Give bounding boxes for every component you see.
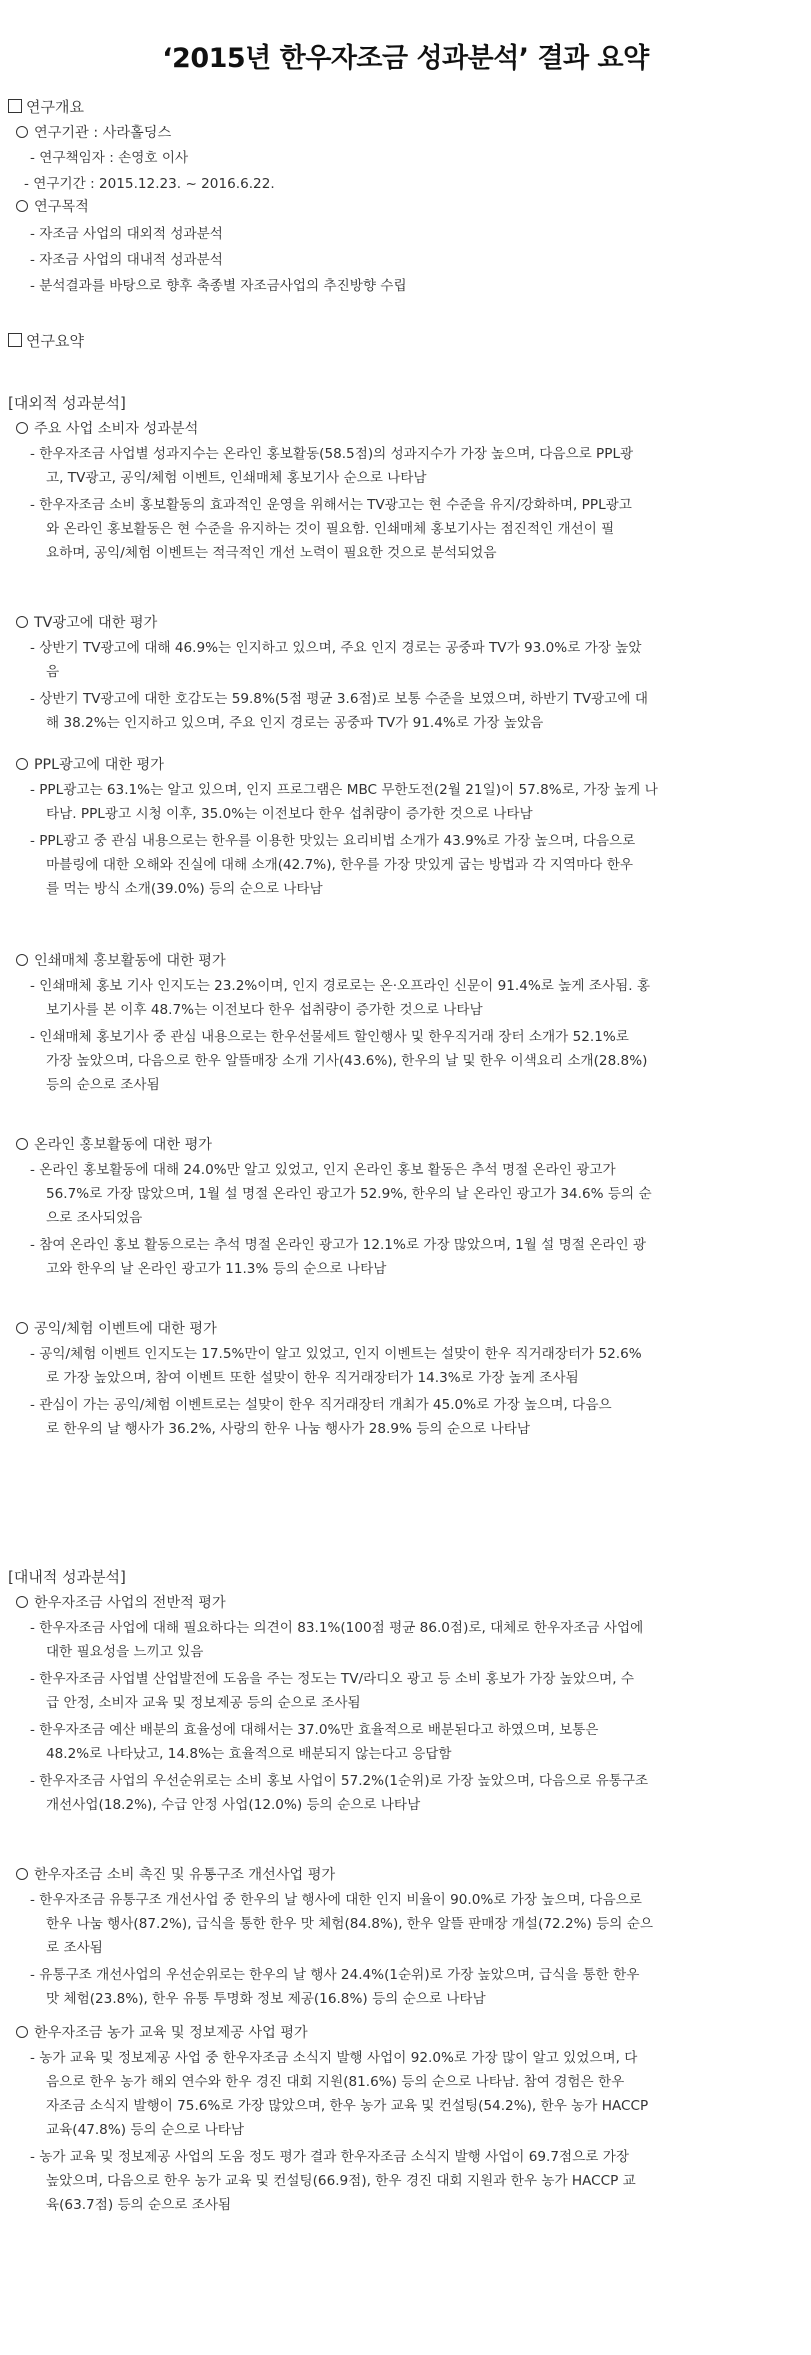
block-heading — [16, 1592, 226, 1612]
block-heading — [16, 2022, 308, 2042]
block-item-line: 교육(47.8%) 등의 순으로 나타남 — [46, 2122, 245, 2138]
block-item-line: - 농가 교육 및 정보제공 사업의 도움 정도 평가 결과 한우자조금 소식지 발행 사업이 69.7점으로 가장 — [30, 2149, 629, 2165]
block-item-line: 마블링에 대한 오해와 진실에 대해 소개(42.7%), 한우를 가장 맛있게 굽는 방법과 각 지역마다 한우 — [46, 857, 634, 873]
section-summary-heading — [8, 330, 84, 351]
block-item-line: 타남. PPL광고 시청 이후, 35.0%는 이전보다 한우 섭취량이 증가한 것으로 나타남 — [46, 806, 533, 822]
overview-purpose-text: 연구목적 — [34, 199, 89, 215]
block-item — [30, 2046, 785, 2142]
overview-researcher: - 연구책임자 : 손영호 이사 — [30, 150, 189, 166]
block-item — [30, 974, 785, 1022]
block-item-line: 대한 필요성을 느끼고 있음 — [46, 1644, 204, 1660]
block-item — [30, 493, 785, 565]
block-item — [30, 1158, 785, 1230]
block-item — [30, 1888, 785, 1960]
block-item-line: 로 조사됨 — [46, 1940, 103, 1956]
block-item-line: - 한우자조금 사업의 우선순위로는 소비 홍보 사업이 57.2%(1순위)로 가장 높았으며, 다음으로 유통구조 — [30, 1773, 649, 1789]
block-item-line: 로 가장 높았으며, 참여 이벤트 또한 설맞이 한우 직거래장터가 14.3%로 가장 높게 조사됨 — [46, 1370, 579, 1386]
document-title: ‘2015년 한우자조금 성과분석’ 결과 요약 — [162, 43, 649, 74]
block-item — [30, 2145, 785, 2217]
block-item-line: 으로 조사되었음 — [46, 1210, 143, 1226]
block-heading-text: TV광고에 대한 평가 — [34, 615, 158, 631]
overview-purpose-item: - 자조금 사업의 대내적 성과분석 — [30, 252, 223, 268]
block-item-line: - 한우자조금 사업에 대해 필요하다는 의견이 83.1%(100점 평균 86.0점)로, 대체로 한우자조금 사업에 — [30, 1620, 644, 1636]
block-item-line: 높았으며, 다음으로 한우 농가 교육 및 컨설팅(66.9점), 한우 경진 대회 지원과 한우 농가 HACCP 교 — [46, 2173, 636, 2189]
block-item — [30, 687, 785, 735]
block-item-line: - 상반기 TV광고에 대해 46.9%는 인지하고 있으며, 주요 인지 경로는 공중파 TV가 93.0%로 가장 높았 — [30, 640, 642, 656]
block-item — [30, 1963, 785, 2011]
block-item-line: 고, TV광고, 공익/체험 이벤트, 인쇄매체 홍보기사 순으로 나타남 — [46, 470, 427, 486]
block-heading — [16, 1134, 212, 1154]
block-item-line: 로 한우의 날 행사가 36.2%, 사랑의 한우 나눔 행사가 28.9% 등의 순으로 나타남 — [46, 1421, 530, 1437]
block-item-line: 한우 나눔 행사(87.2%), 급식을 통한 한우 맛 체험(84.8%), 한우 알뜰 판매장 개설(72.2%) 등의 순으 — [46, 1916, 654, 1932]
block-item — [30, 1393, 785, 1441]
block-item-line: - 참여 온라인 홍보 활동으로는 추석 명절 온라인 광고가 12.1%로 가장 많았으며, 1월 설 명절 온라인 광 — [30, 1237, 647, 1253]
block-heading-text: 한우자조금 소비 촉진 및 유통구조 개선사업 평가 — [34, 1867, 336, 1883]
block-item-line: - 한우자조금 사업별 산업발전에 도움을 주는 정도는 TV/라디오 광고 등 소비 홍보가 가장 높았으며, 수 — [30, 1671, 635, 1687]
block-item-line: - 관심이 가는 공익/체험 이벤트로는 설맞이 한우 직거래장터 개최가 45.0%로 가장 높으며, 다음으 — [30, 1397, 612, 1413]
block-heading — [16, 1864, 335, 1884]
block-item-line: - PPL광고는 63.1%는 알고 있으며, 인지 프로그램은 MBC 무한도전(2월 21일)이 57.8%로, 가장 높게 나 — [30, 782, 658, 798]
block-item-line: - 유통구조 개선사업의 우선순위로는 한우의 날 행사 24.4%(1순위)로 가장 높았으며, 급식을 통한 한우 — [30, 1967, 640, 1983]
block-heading-text: 한우자조금 농가 교육 및 정보제공 사업 평가 — [34, 2025, 308, 2041]
circle-bullet-icon — [16, 1322, 28, 1334]
block-item — [30, 1718, 785, 1766]
circle-bullet-icon — [16, 616, 28, 628]
block-item-line: 개선사업(18.2%), 수급 안정 사업(12.0%) 등의 순으로 나타남 — [46, 1797, 421, 1813]
block-heading — [16, 754, 164, 774]
internal-analysis-label: [대내적 성과분석] — [8, 1568, 126, 1586]
block-item — [30, 442, 785, 490]
block-item — [30, 778, 785, 826]
block-item-line: 맛 체험(23.8%), 한우 유통 투명화 정보 제공(16.8%) 등의 순으로 나타남 — [46, 1991, 486, 2007]
block-item-line: 등의 순으로 조사됨 — [46, 1077, 160, 1093]
circle-bullet-icon — [16, 1868, 28, 1880]
block-item — [30, 1616, 785, 1664]
circle-bullet-icon — [16, 954, 28, 966]
overview-period: - 연구기간 : 2015.12.23. ~ 2016.6.22. — [24, 176, 275, 192]
block-item-line: - 한우자조금 소비 홍보활동의 효과적인 운영을 위해서는 TV광고는 현 수준을 유지/강화하며, PPL광고 — [30, 497, 632, 513]
block-item — [30, 636, 785, 684]
block-item-line: 자조금 소식지 발행이 75.6%로 가장 많았으며, 한우 농가 교육 및 컨설팅(54.2%), 한우 농가 HACCP — [46, 2098, 649, 2114]
block-heading — [16, 612, 157, 632]
block-heading — [16, 950, 226, 970]
block-item-line: - 상반기 TV광고에 대한 호감도는 59.8%(5점 평균 3.6점)로 보통 수준을 보였으며, 하반기 TV광고에 대 — [30, 691, 649, 707]
circle-bullet-icon — [16, 422, 28, 434]
block-item-line: 요하며, 공익/체험 이벤트는 적극적인 개선 노력이 필요한 것으로 분석되었음 — [46, 545, 497, 561]
block-item-line: 육(63.7점) 등의 순으로 조사됨 — [46, 2197, 232, 2213]
block-item-line: 56.7%로 가장 많았으며, 1월 설 명절 온라인 광고가 52.9%, 한우의 날 온라인 광고가 34.6% 등의 순 — [46, 1186, 652, 1202]
section-overview-heading — [8, 96, 84, 117]
block-item — [30, 1233, 785, 1281]
circle-bullet-icon — [16, 200, 28, 212]
block-item — [30, 1025, 785, 1097]
checkbox-square-icon — [8, 333, 22, 347]
block-item-line: 와 온라인 홍보활동은 현 수준을 유지하는 것이 필요함. 인쇄매체 홍보기사는 점진적인 개선이 필 — [46, 521, 615, 537]
block-heading-text: 주요 사업 소비자 성과분석 — [34, 421, 199, 437]
block-item-line: 급 안정, 소비자 교육 및 정보제공 등의 순으로 조사됨 — [46, 1695, 361, 1711]
block-item-line: - 한우자조금 사업별 성과지수는 온라인 홍보활동(58.5점)의 성과지수가 가장 높으며, 다음으로 PPL광 — [30, 446, 634, 462]
block-item-line: 음 — [46, 664, 60, 680]
block-item-line: - 인쇄매체 홍보기사 중 관심 내용으로는 한우선물세트 할인행사 및 한우직거래 장터 소개가 52.1%로 — [30, 1029, 629, 1045]
external-analysis-label: [대외적 성과분석] — [8, 394, 126, 412]
block-item — [30, 829, 785, 901]
block-item-line: - 한우자조금 유통구조 개선사업 중 한우의 날 행사에 대한 인지 비율이 90.0%로 가장 높으며, 다음으로 — [30, 1892, 642, 1908]
block-item-line: - 한우자조금 예산 배분의 효율성에 대해서는 37.0%만 효율적으로 배분된다고 하였으며, 보통은 — [30, 1722, 599, 1738]
section-summary-label: 연구요약 — [26, 332, 84, 350]
overview-purpose-item: - 자조금 사업의 대외적 성과분석 — [30, 226, 223, 242]
circle-bullet-icon — [16, 126, 28, 138]
circle-bullet-icon — [16, 1596, 28, 1608]
block-item-line: 음으로 한우 농가 해외 연수와 한우 경진 대회 지원(81.6%) 등의 순으로 나타남. 참여 경험은 한우 — [46, 2074, 625, 2090]
block-item-line: - 온라인 홍보활동에 대해 24.0%만 알고 있었고, 인지 온라인 홍보 활동은 추석 명절 온라인 광고가 — [30, 1162, 616, 1178]
block-heading — [16, 418, 198, 438]
circle-bullet-icon — [16, 2026, 28, 2038]
section-overview-label: 연구개요 — [26, 98, 84, 116]
block-heading-text: 한우자조금 사업의 전반적 평가 — [34, 1595, 226, 1611]
block-item-line: 48.2%로 나타났고, 14.8%는 효율적으로 배분되지 않는다고 응답함 — [46, 1746, 452, 1762]
block-item — [30, 1667, 785, 1715]
block-item-line: 고와 한우의 날 온라인 광고가 11.3% 등의 순으로 나타남 — [46, 1261, 387, 1277]
block-item-line: - 농가 교육 및 정보제공 사업 중 한우자조금 소식지 발행 사업이 92.0%로 가장 많이 알고 있었으며, 다 — [30, 2050, 638, 2066]
block-heading-text: 온라인 홍보활동에 대한 평가 — [34, 1137, 212, 1153]
block-item-line: - PPL광고 중 관심 내용으로는 한우를 이용한 맛있는 요리비법 소개가 43.9%로 가장 높으며, 다음으로 — [30, 833, 636, 849]
block-item-line: 해 38.2%는 인지하고 있으며, 주요 인지 경로는 공중파 TV가 91.4%로 가장 높았음 — [46, 715, 544, 731]
overview-institution — [16, 122, 171, 142]
block-heading-text: PPL광고에 대한 평가 — [34, 757, 164, 773]
block-heading-text: 공익/체험 이벤트에 대한 평가 — [34, 1321, 217, 1337]
block-item-line: 가장 높았으며, 다음으로 한우 알뜰매장 소개 기사(43.6%), 한우의 날 및 한우 이색요리 소개(28.8%) — [46, 1053, 648, 1069]
circle-bullet-icon — [16, 758, 28, 770]
block-heading-text: 인쇄매체 홍보활동에 대한 평가 — [34, 953, 226, 969]
block-heading — [16, 1318, 217, 1338]
block-item-line: - 공익/체험 이벤트 인지도는 17.5%만이 알고 있었고, 인지 이벤트는 설맞이 한우 직거래장터가 52.6% — [30, 1346, 642, 1362]
block-item — [30, 1342, 785, 1390]
block-item — [30, 1769, 785, 1817]
block-item-line: - 인쇄매체 홍보 기사 인지도는 23.2%이며, 인지 경로로는 온·오프라인 신문이 91.4%로 높게 조사됨. 홍 — [30, 978, 651, 994]
block-item-line: 보기사를 본 이후 48.7%는 이전보다 한우 섭취량이 증가한 것으로 나타남 — [46, 1002, 483, 1018]
checkbox-square-icon — [8, 99, 22, 113]
block-item-line: 를 먹는 방식 소개(39.0%) 등의 순으로 나타남 — [46, 881, 323, 897]
overview-purpose-heading — [16, 196, 89, 216]
overview-institution-text: 연구기관 : 사라홀딩스 — [34, 125, 172, 141]
overview-purpose-item: - 분석결과를 바탕으로 향후 축종별 자조금사업의 추진방향 수립 — [30, 278, 407, 294]
circle-bullet-icon — [16, 1138, 28, 1150]
